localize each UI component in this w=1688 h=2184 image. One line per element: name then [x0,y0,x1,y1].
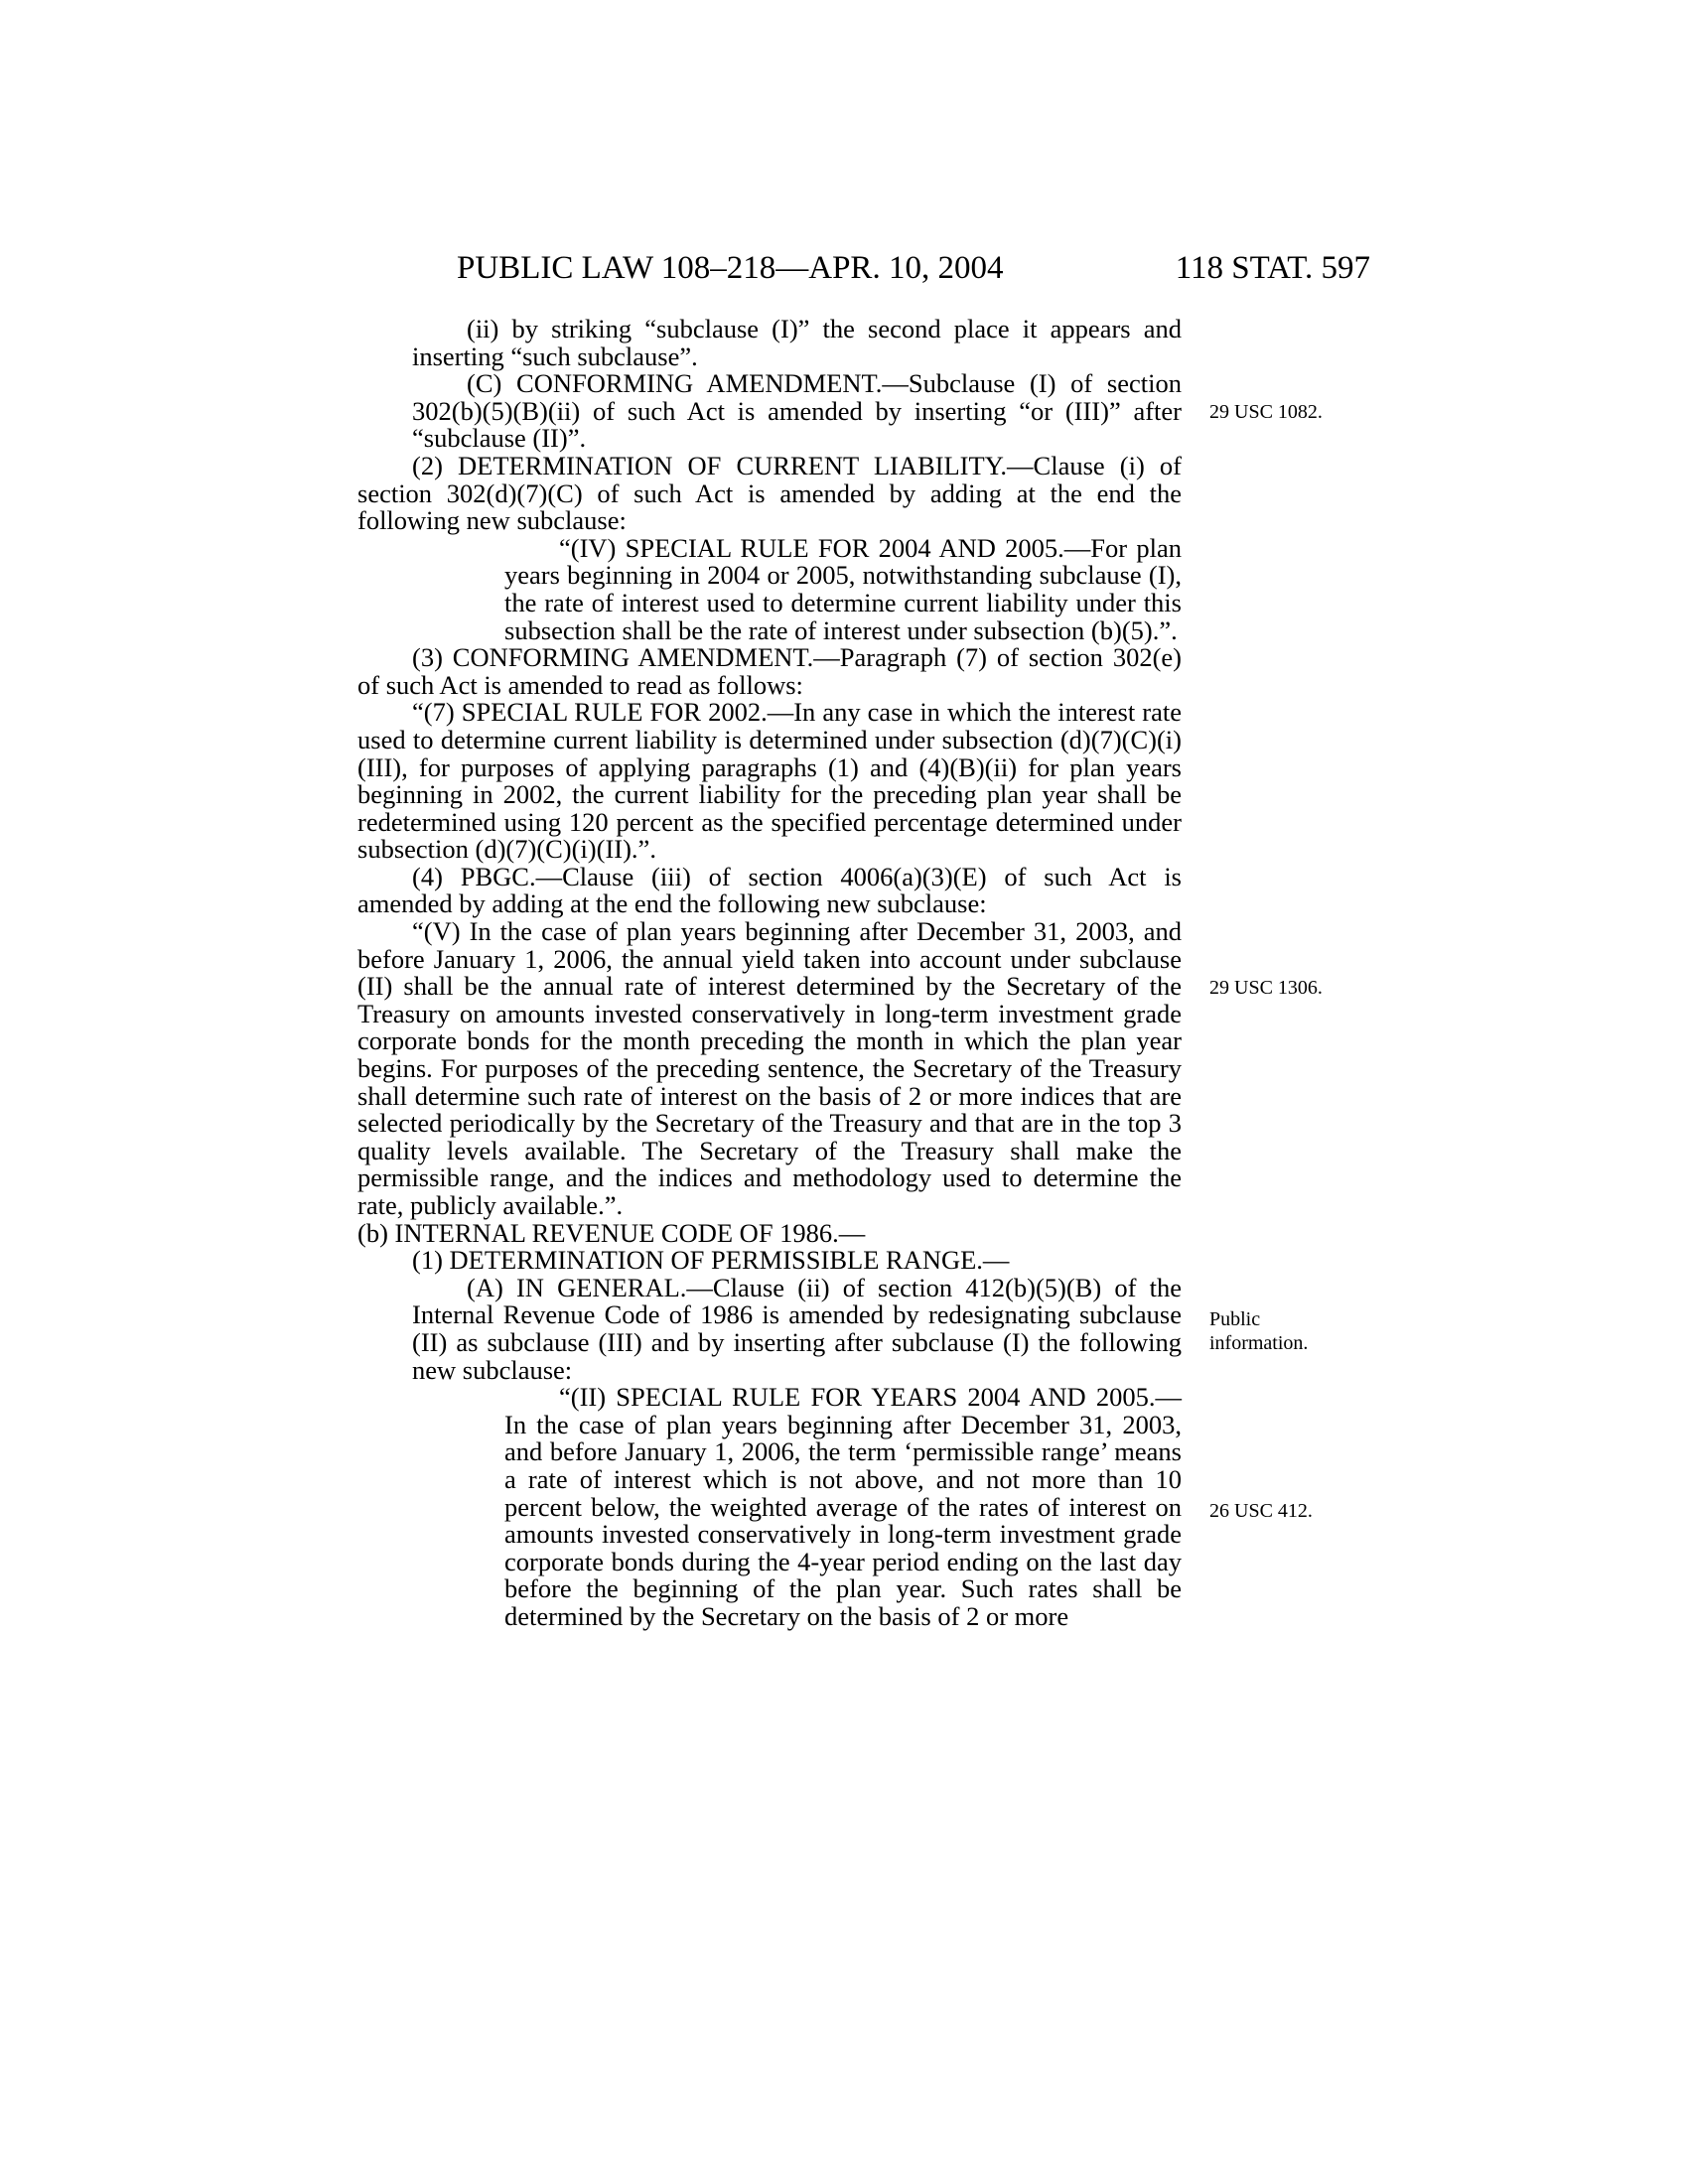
paragraph: (ii) by striking “subclause (I)” the second place it appears and inserting “such subclause”. [412,314,1182,371]
paragraph: (1) DETERMINATION OF PERMISSIBLE RANGE.— [412,1245,1010,1276]
paragraph: “(V) In the case of plan years beginning after December 31, 2003, and before January 1, 2006, the annual yield taken into account under subclause (II) shall be the annual rate of interest determined by the Secretary of the Treasury on amounts invested conservatively in long-term investment grade corporate bonds for the month preceding the month in which the plan year begins. For purposes of the preceding sentence, the Secretary of the Treasury shall determine such rate of interest on the basis of 2 or more indices that are selected periodically by the Secretary of the Treasury and that are in the top 3 quality levels available. The Secretary of the Treasury shall make the permissible range, and the indices and methodology used to determine the rate, publicly available.”. [357,916,1182,1220]
margin-note-public-information: Public information. [1209,1308,1309,1354]
page-header [457,250,1370,290]
header-stat-citation: 118 STAT. 597 [1175,250,1370,286]
margin-note-29-usc-1082: 29 USC 1082. [1209,401,1323,423]
margin-note-29-usc-1306: 29 USC 1306. [1209,977,1323,999]
paragraph: “(7) SPECIAL RULE FOR 2002.—In any case in which the interest rate used to determine current liability is determined under subsection (d)(7)(C)(i)(III), for purposes of applying paragraphs (1) and (4)(B)(ii) for plan years beginning in 2002, the current liability for the preceding plan year shall be redetermined using 120 percent as the specified percentage determined under subsection (d)(7)(C)(i)(II).”. [357,697,1182,865]
paragraph: (2) DETERMINATION OF CURRENT LIABILITY.—Clause (i) of section 302(d)(7)(C) of such Act is amended by adding at the end the following new subclause: [357,450,1182,536]
paragraph: (4) PBGC.—Clause (iii) of section 4006(a)(3)(E) of such Act is amended by adding at the end the following new subclause: [357,861,1182,919]
document-body [357,316,1182,1631]
header-title: PUBLIC LAW 108–218—APR. 10, 2004 [457,250,1004,286]
margin-note-26-usc-412: 26 USC 412. [1209,1500,1313,1522]
paragraph: (C) CONFORMING AMENDMENT.—Subclause (I) of section 302(b)(5)(B)(ii) of such Act is amended by inserting “or (III)” after “subclause (II)”. [412,368,1182,454]
paragraph: “(II) SPECIAL RULE FOR YEARS 2004 AND 2005.— In the case of plan years beginning after December 31, 2003, and before January 1, 2006, the term ‘permissible range’ means a rate of interest which is not above, and not more than 10 percent below, the weighted average of the rates of interest on amounts invested conservatively in long-term investment grade corporate bonds during the 4-year period ending on the last day before the beginning of the plan year. Such rates shall be determined by the Secretary on the basis of 2 or more [504,1382,1182,1631]
paragraph: (3) CONFORMING AMENDMENT.—Paragraph (7) of section 302(e) of such Act is amended to read as follows: [357,642,1182,700]
paragraph: “(IV) SPECIAL RULE FOR 2004 AND 2005.—For plan years beginning in 2004 or 2005, notwithstanding subclause (I), the rate of interest used to determine current liability under this subsection shall be the rate of interest under subsection (b)(5).”. [504,532,1182,645]
paragraph: (b) INTERNAL REVENUE CODE OF 1986.— [357,1217,866,1248]
paragraph: (A) IN GENERAL.—Clause (ii) of section 412(b)(5)(B) of the Internal Revenue Code of 1986 is amended by redesignating subclause (II) as subclause (III) and by inserting after subclause (I) the following new subclause: [412,1272,1182,1385]
